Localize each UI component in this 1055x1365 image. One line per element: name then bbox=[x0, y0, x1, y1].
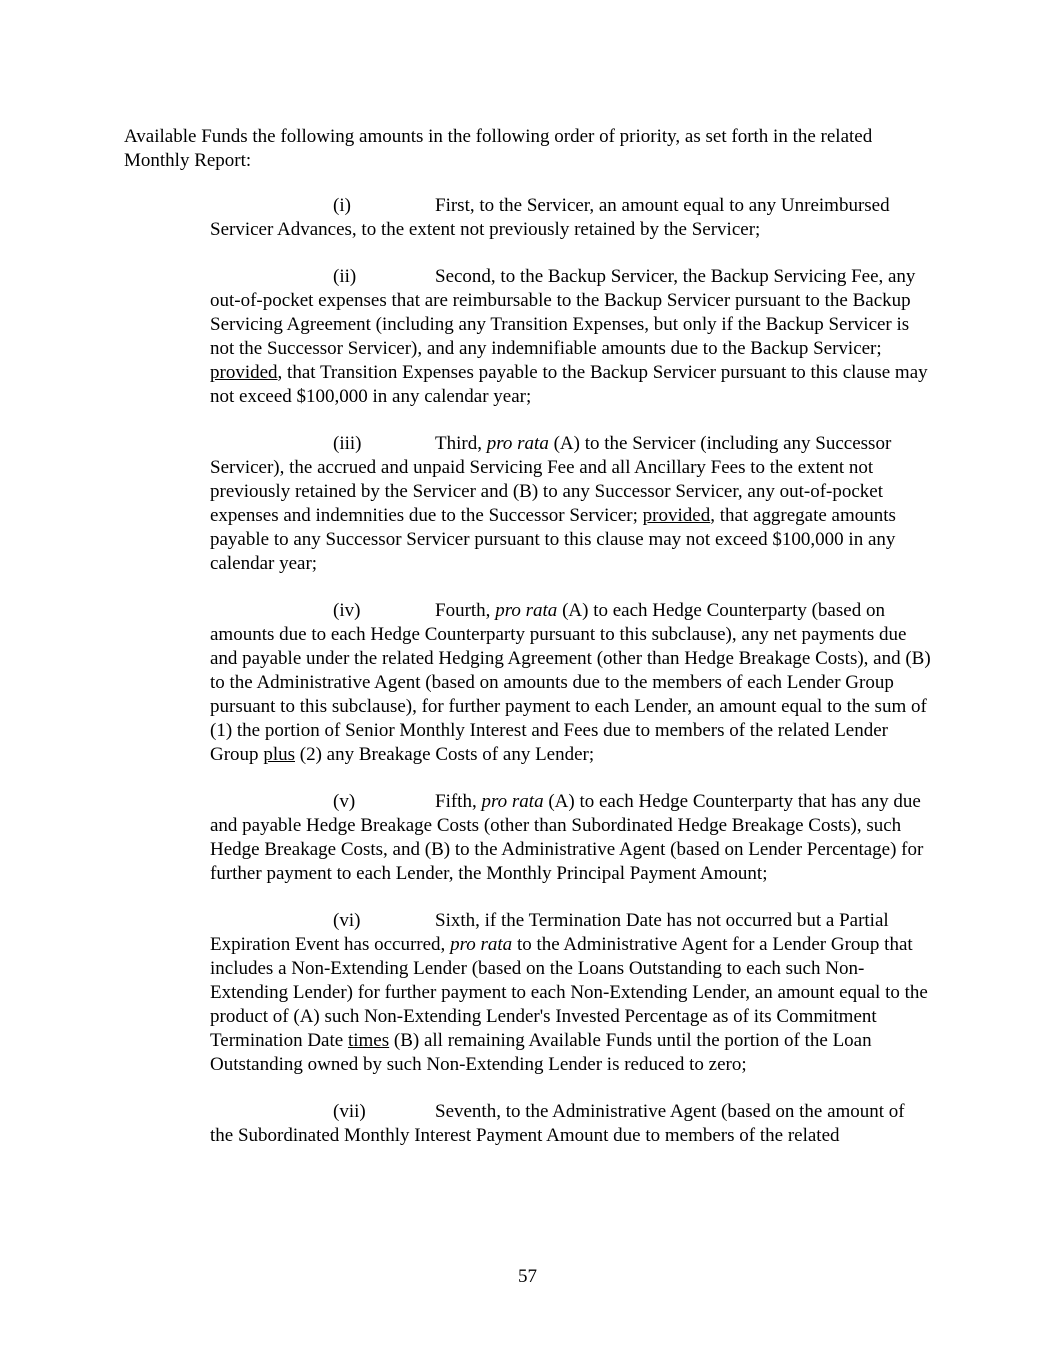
clause-text: Second, to the Backup Servicer, the Backup Servicing Fee, any out-of-pocket expenses that are reimbursable to the Backup Servicer pursuant to the Backup Servicing Agreement (including any Transition Expenses, but only if the Backup Servicer is not the Successor Servicer), and any indemnifiable amounts due to the Backup Servicer; bbox=[210, 266, 916, 359]
clause-paragraph bbox=[210, 909, 932, 1077]
clause-number: (vi) bbox=[333, 910, 361, 931]
page-number: 57 bbox=[518, 1266, 537, 1287]
clause-text: , that Transition Expenses payable to the Backup Servicer pursuant to this clause may not exceed $100,000 in any calendar year; bbox=[210, 362, 928, 407]
italic-term: pro rata bbox=[450, 934, 513, 955]
clause-text: (B) all remaining Available Funds until the portion of the Loan Outstanding owned by such Non-Extending Lender is reduced to zero; bbox=[210, 1030, 872, 1075]
underlined-term: provided bbox=[210, 362, 278, 383]
clause-paragraph bbox=[210, 265, 932, 409]
clause-paragraph bbox=[210, 432, 932, 576]
clause-paragraph bbox=[210, 194, 932, 242]
underlined-term: times bbox=[347, 1030, 390, 1051]
clause-paragraph bbox=[210, 599, 932, 767]
italic-term: pro rata bbox=[495, 600, 558, 621]
clause-number: (iii) bbox=[333, 433, 362, 454]
clause-text: (2) any Breakage Costs of any Lender; bbox=[295, 744, 595, 765]
clause-text: (A) to each Hedge Counterparty that has any due and payable Hedge Breakage Costs (other than Subordinated Hedge Breakage Costs), such Hedge Breakage Costs, and (B) to the Administrative Agent (based on Lender Percentage) for further payment to each Lender, the Monthly Principal Payment Amount; bbox=[210, 791, 924, 884]
clause-number: (vii) bbox=[333, 1101, 366, 1122]
clause-text: (A) to the Servicer (including any Successor Servicer), the accrued and unpaid Servicing Fee and all Ancillary Fees to the extent not previously retained by the Servicer and (B) to any Successor Servicer, any out-of-pocket expenses and indemnities due to the Successor Servicer; bbox=[210, 433, 892, 526]
clause-number: (iv) bbox=[333, 600, 361, 621]
clause-number: (v) bbox=[333, 791, 356, 812]
italic-term: pro rata bbox=[486, 433, 549, 454]
clause-text: Fifth, bbox=[435, 791, 482, 812]
clause-list bbox=[210, 194, 932, 1171]
underlined-term: plus bbox=[263, 744, 295, 765]
clause-number: (ii) bbox=[333, 266, 357, 287]
clause-text: to the Administrative Agent for a Lender Group that includes a Non-Extending Lender (based on the Loans Outstanding to each such Non-Extending Lender) for further payment to each Non-Extending Lender, an amount equal to the product of (A) such Non-Extending Lender's Invested Percentage as of its Commitment Termination Date bbox=[210, 934, 928, 1051]
intro-paragraph: Available Funds the following amounts in the following order of priority, as set forth in the related Monthly Report: bbox=[124, 126, 873, 171]
clause-text: Third, bbox=[435, 433, 487, 454]
italic-term: pro rata bbox=[481, 791, 544, 812]
clause-paragraph bbox=[210, 1100, 932, 1148]
clause-text: First, to the Servicer, an amount equal to any Unreimbursed Servicer Advances, to the extent not previously retained by the Servicer; bbox=[210, 195, 890, 240]
clause-text: , that aggregate amounts payable to any Successor Servicer pursuant to this clause may not exceed $100,000 in any calendar year; bbox=[210, 505, 896, 574]
clause-text: (A) to each Hedge Counterparty (based on amounts due to each Hedge Counterparty pursuant to this subclause), any net payments due and payable under the related Hedging Agreement (other than Hedge Breakage Costs), and (B) to the Administrative Agent (based on amounts due to the members of each Lender Group pursuant to this subclause), for further payment to each Lender, an amount equal to the sum of (1) the portion of Senior Monthly Interest and Fees due to members of the related Lender Group bbox=[210, 600, 931, 765]
clause-text: Sixth, if the Termination Date has not occurred but a Partial Expiration Event has occurred, bbox=[210, 910, 889, 955]
clause-paragraph bbox=[210, 790, 932, 886]
clause-number: (i) bbox=[333, 195, 351, 216]
clause-text: Seventh, to the Administrative Agent (based on the amount of the Subordinated Monthly Interest Payment Amount due to members of the related bbox=[210, 1101, 905, 1146]
underlined-term: provided bbox=[642, 505, 711, 526]
clause-text: Fourth, bbox=[435, 600, 496, 621]
